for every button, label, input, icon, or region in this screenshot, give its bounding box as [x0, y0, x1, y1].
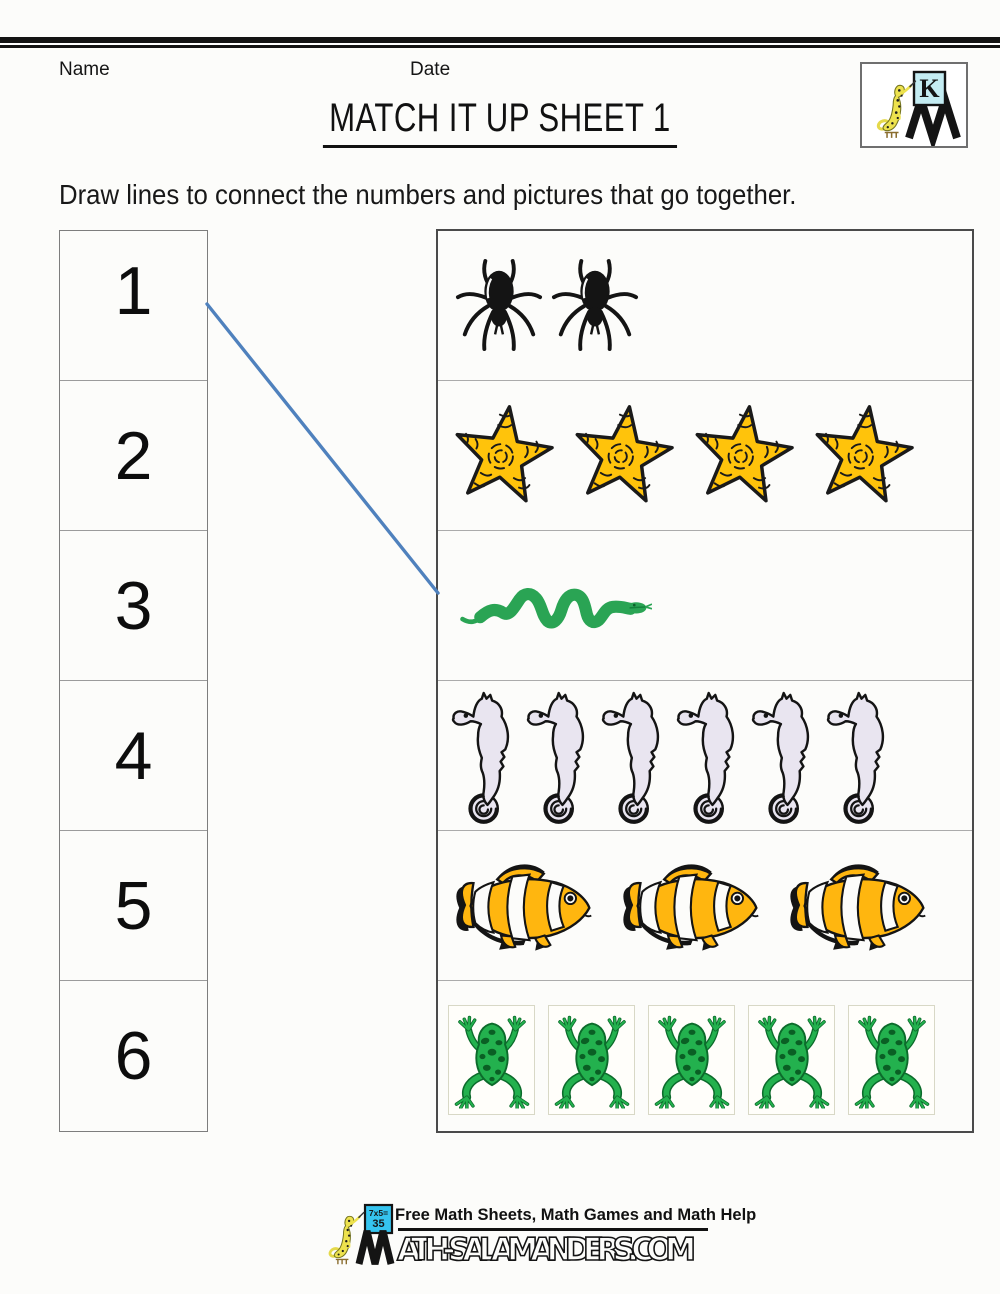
frog-image: [453, 1009, 531, 1111]
footer-board-text-top: 7x5=: [368, 1208, 389, 1218]
spider-image: [551, 255, 639, 357]
starfish-image: [806, 398, 919, 513]
number-cell-2: 2: [60, 381, 207, 531]
starfish-image: [566, 398, 679, 513]
clownfish-image: [611, 860, 763, 952]
number-cell-6: 6: [114, 1018, 153, 1094]
seahorse-image: [598, 683, 660, 829]
wordmark-m-letter: [359, 1231, 391, 1264]
spider-image: [455, 255, 543, 357]
wordmark-text: ATH-SALAMANDERS.COM: [397, 1232, 697, 1268]
starfish-image: [446, 398, 559, 513]
frog-image: [653, 1009, 731, 1111]
example-connection-line: [207, 304, 438, 593]
number-cell-4: 4: [60, 681, 207, 831]
snake-image: [454, 578, 654, 634]
footer-wordmark: [350, 1224, 710, 1275]
number-cell-5: 5: [60, 831, 207, 981]
clownfish-image: [778, 860, 930, 952]
seahorse-image: [748, 683, 810, 829]
clownfish-image: [444, 860, 596, 952]
frog-image: [553, 1009, 631, 1111]
frog-image: [753, 1009, 831, 1111]
picture-row-seahorse: [438, 681, 972, 831]
footer-tagline: Free Math Sheets, Math Games and Math Help: [395, 1206, 757, 1224]
frog-card: [648, 1005, 735, 1115]
frog-image: [853, 1009, 931, 1111]
picture-row-snake: [438, 531, 972, 681]
footer-wordmark-graphic: [350, 1224, 710, 1270]
number-cell-3: 3: [60, 531, 207, 681]
footer-board-text-bottom: 35: [372, 1218, 385, 1230]
seahorse-image: [448, 683, 510, 829]
picture-row-frog: [438, 981, 972, 1131]
frog-card: [448, 1005, 535, 1115]
name-label: Name: [59, 59, 110, 80]
seahorse-image: [823, 683, 885, 829]
seahorse-image: [523, 683, 585, 829]
starfish-image: [686, 398, 799, 513]
title-row: [0, 96, 1000, 148]
picture-row-clownfish: [438, 831, 972, 981]
seahorse-image: [673, 683, 735, 829]
picture-row-starfish: [438, 381, 972, 531]
frog-card: [848, 1005, 935, 1115]
number-cell-1: 1: [60, 231, 207, 381]
instruction-text: Draw lines to connect the numbers and pictures that go together.: [59, 179, 797, 210]
logo-k-letter: K: [919, 74, 940, 103]
frog-card: [548, 1005, 635, 1115]
frog-card: [748, 1005, 835, 1115]
picture-row-spider: [438, 231, 972, 381]
numbers-column: [59, 230, 208, 1132]
top-border-rule: [0, 37, 1000, 48]
date-label: Date: [410, 59, 451, 80]
page-title: MATCH IT UP SHEET 1: [323, 96, 677, 148]
pictures-column: [436, 229, 974, 1133]
